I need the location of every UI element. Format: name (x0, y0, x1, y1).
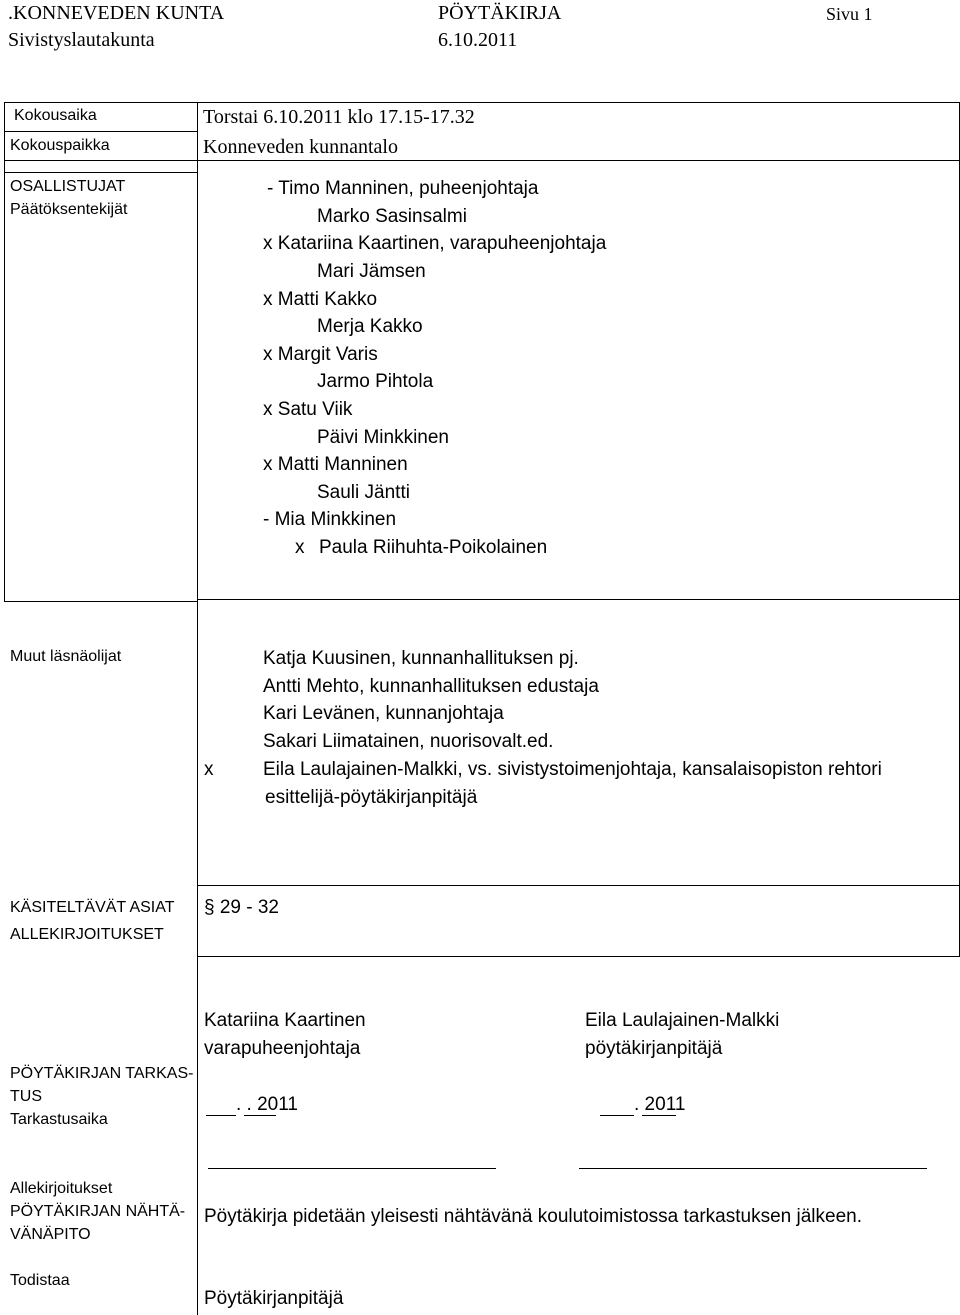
list-item: Sauli Jäntti (317, 482, 410, 503)
list-item: esittelijä-pöytäkirjanpitäjä (265, 787, 478, 808)
meeting-place-value: Konneveden kunnantalo (203, 136, 398, 158)
signer1-role: varapuheenjohtaja (204, 1038, 361, 1059)
list-item: x Matti Kakko (263, 289, 378, 310)
list-item-mark: x (295, 537, 305, 558)
list-item: Mari Jämsen (317, 261, 426, 282)
list-item: x Matti Manninen (263, 454, 408, 475)
review-time-label: Tarkastusaika (10, 1111, 108, 1128)
list-item-mark: x (204, 759, 214, 780)
row-border (197, 885, 960, 886)
review-label: PÖYTÄKIRJAN TARKAS- (10, 1065, 194, 1082)
signature-line (208, 1168, 496, 1169)
meeting-time-label: Kokousaika (14, 107, 97, 124)
others-label: Muut läsnäolijat (10, 648, 122, 665)
list-item: Eila Laulajainen-Malkki, vs. sivistystoimenjohtaja, kansalaisopiston rehtori (263, 759, 882, 780)
display-label-cont: VÄNÄPITO (10, 1226, 91, 1243)
display-text: Pöytäkirja pidetään yleisesti nähtävänä koulutoimistossa tarkastuksen jälkeen. (204, 1206, 862, 1227)
row-border (4, 172, 198, 173)
signer2-name: Eila Laulajainen-Malkki (585, 1010, 780, 1031)
row-border (4, 131, 198, 132)
date-blank (600, 1115, 634, 1116)
review-date-2: . 2011 (634, 1094, 686, 1115)
signer2-role: pöytäkirjanpitäjä (585, 1038, 723, 1059)
row-border (4, 160, 960, 161)
org-name: .KONNEVEDEN KUNTA (8, 2, 225, 24)
row-border (197, 599, 960, 600)
list-item: Paula Riihuhta-Poikolainen (319, 537, 548, 558)
signer1-name: Katariina Kaartinen (204, 1010, 366, 1031)
list-item: Jarmo Pihtola (317, 371, 434, 392)
list-item: Sakari Liimatainen, nuorisovalt.ed. (263, 731, 554, 752)
items-label: KÄSITELTÄVÄT ASIAT (10, 899, 175, 916)
col-border (197, 102, 198, 1315)
list-item: - Timo Manninen, puheenjohtaja (267, 178, 539, 199)
row-border (4, 601, 198, 602)
row-border (4, 102, 960, 103)
review-date-1: . . 2011 (236, 1094, 298, 1115)
list-item: Marko Sasinsalmi (317, 206, 467, 227)
list-item: x Margit Varis (263, 344, 378, 365)
review-label-cont: TUS (10, 1088, 42, 1105)
list-item: Merja Kakko (317, 316, 423, 337)
col-border (4, 172, 5, 602)
col-border (4, 102, 5, 172)
list-item: Katja Kuusinen, kunnanhallituksen pj. (263, 648, 579, 669)
doc-type: PÖYTÄKIRJA (438, 2, 562, 24)
participants-label: OSALLISTUJAT (10, 178, 126, 195)
meeting-place-label: Kokouspaikka (10, 137, 110, 154)
display-label: PÖYTÄKIRJAN NÄHTÄ- (10, 1203, 186, 1220)
meeting-time-value: Torstai 6.10.2011 klo 17.15-17.32 (203, 106, 475, 128)
decision-makers-label: Päätöksentekijät (10, 201, 128, 218)
page-number: Sivu 1 (826, 4, 873, 24)
list-item: Kari Levänen, kunnanjohtaja (263, 703, 504, 724)
row-border (197, 956, 960, 957)
header-date: 6.10.2011 (438, 29, 518, 51)
list-item: Antti Mehto, kunnanhallituksen edustaja (263, 676, 599, 697)
list-item: - Mia Minkkinen (263, 509, 397, 530)
certify-value: Pöytäkirjanpitäjä (204, 1288, 344, 1309)
list-item: Päivi Minkkinen (317, 427, 449, 448)
date-blank (206, 1115, 236, 1116)
signatures-label: ALLEKIRJOITUKSET (10, 926, 164, 943)
list-item: x Katariina Kaartinen, varapuheenjohtaja (263, 233, 607, 254)
committee-name: Sivistyslautakunta (8, 29, 155, 51)
signature-line (579, 1168, 927, 1169)
certify-label: Todistaa (10, 1272, 70, 1289)
items-value: § 29 - 32 (204, 897, 279, 918)
list-item: x Satu Viik (263, 399, 353, 420)
review-signatures-label: Allekirjoitukset (10, 1180, 113, 1197)
